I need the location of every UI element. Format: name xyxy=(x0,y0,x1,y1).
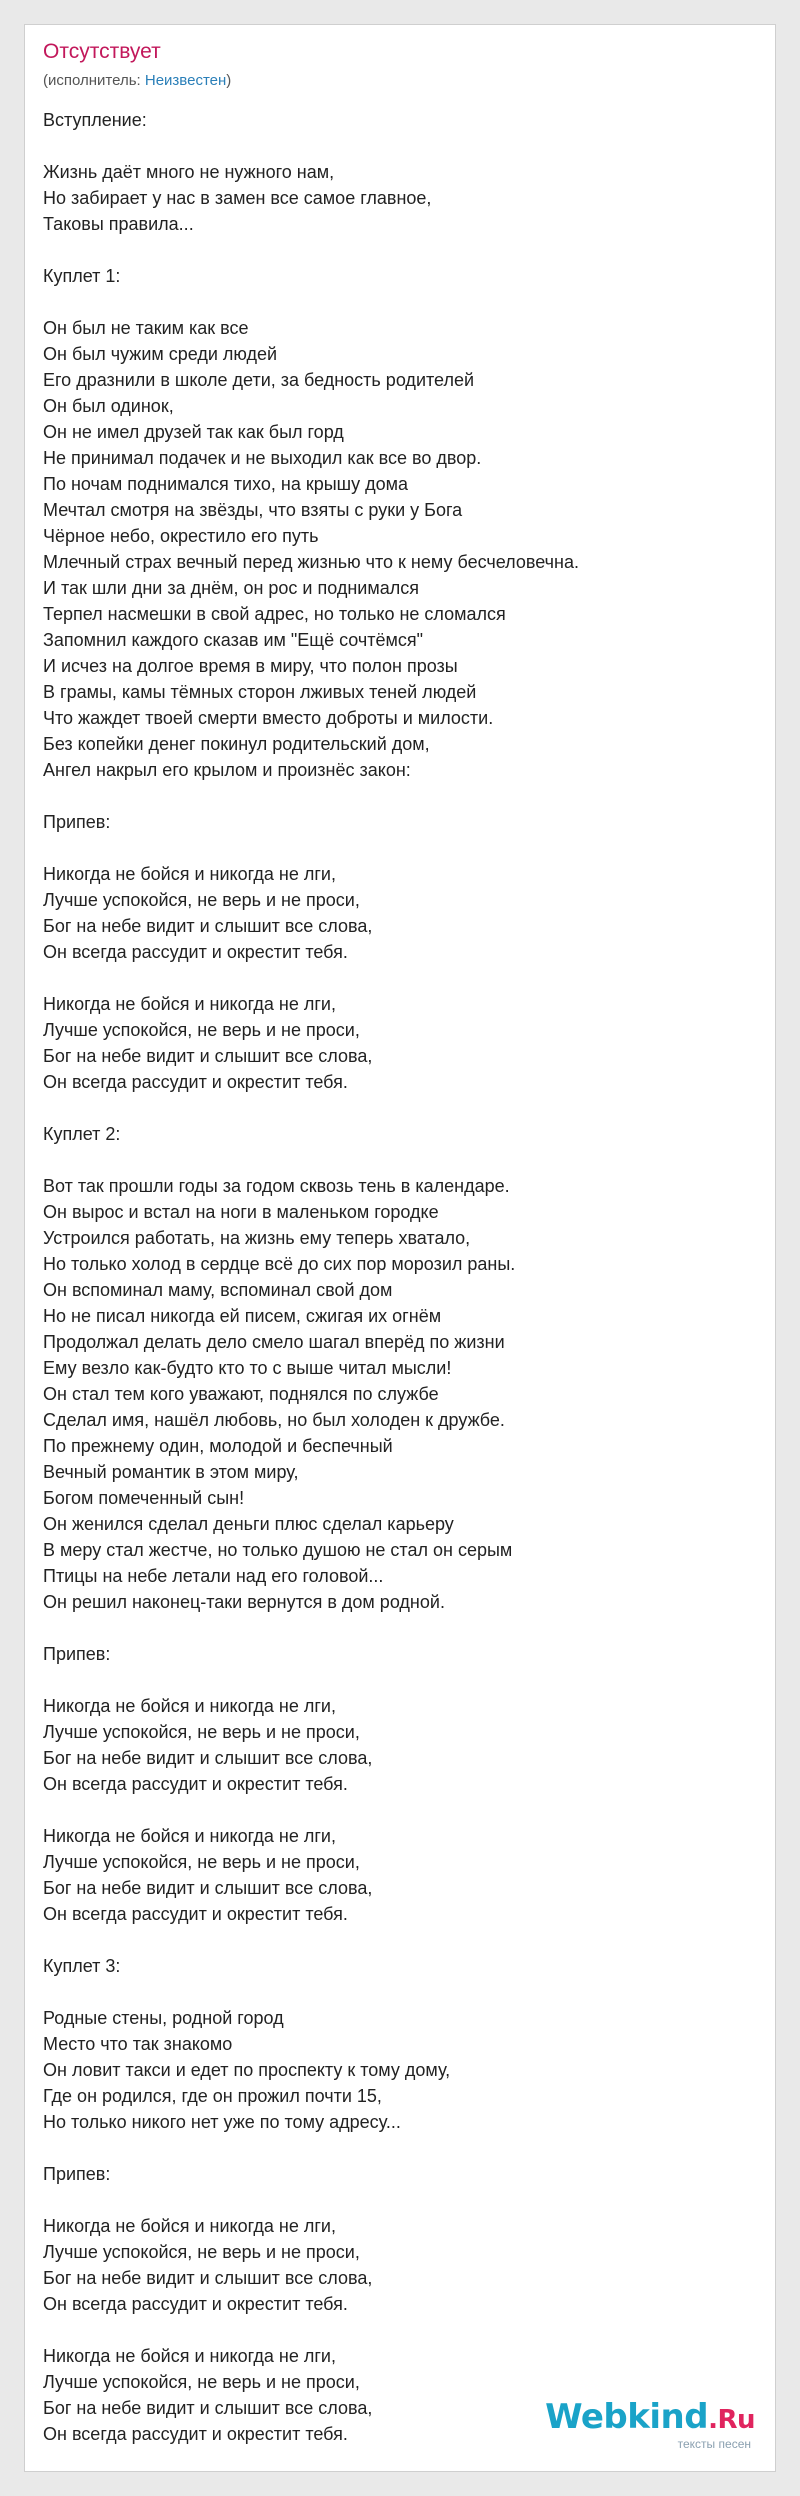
stanza-spacer xyxy=(43,2317,755,2343)
lyric-line: Никогда не бойся и никогда не лги, xyxy=(43,864,336,884)
lyric-line: Никогда не бойся и никогда не лги, xyxy=(43,1696,336,1716)
lyric-line: Не принимал подачек и не выходил как все во двор. xyxy=(43,448,482,468)
lyric-line: Но только никого нет уже по тому адресу... xyxy=(43,2112,401,2132)
lyric-line: Он решил наконец-таки вернутся в дом родной. xyxy=(43,1592,445,1612)
lyric-line: Он вырос и встал на ноги в маленьком городке xyxy=(43,1202,439,1222)
lyric-line: Ему везло как-будто кто то с выше читал мысли! xyxy=(43,1358,452,1378)
lyric-line: Куплет 2: xyxy=(43,1124,121,1144)
stanza-spacer xyxy=(43,1979,755,2005)
lyric-line: Мечтал смотря на звёзды, что взяты с руки у Бога xyxy=(43,500,463,520)
lyric-line: Бог на небе видит и слышит все слова, xyxy=(43,1046,373,1066)
stanza-spacer xyxy=(43,1615,755,1641)
lyric-line: Без копейки денег покинул родительский дом, xyxy=(43,734,430,754)
lyric-line: Куплет 3: xyxy=(43,1956,121,1976)
lyric-line: Вечный романтик в этом миру, xyxy=(43,1462,299,1482)
logo-tagline: тексты песен xyxy=(677,2437,751,2451)
byline-suffix: ) xyxy=(226,72,232,89)
lyric-line: Он всегда рассудит и окрестит тебя. xyxy=(43,1072,348,1092)
lyric-line: Припев: xyxy=(43,2164,111,2184)
lyric-line: Он был чужим среди людей xyxy=(43,344,278,364)
lyric-line: Он всегда рассудит и окрестит тебя. xyxy=(43,942,348,962)
byline xyxy=(43,71,231,91)
lyric-line: Он ловит такси и едет по проспекту к тому дому, xyxy=(43,2060,451,2080)
lyric-line: По ночам поднимался тихо, на крышу дома xyxy=(43,474,408,494)
lyric-line: Млечный страх вечный перед жизнью что к нему бесчеловечна. xyxy=(43,552,579,572)
stanza-spacer xyxy=(43,133,755,159)
lyric-line: Место что так знакомо xyxy=(43,2034,233,2054)
lyric-line: Что жаждет твоей смерти вместо доброты и милости. xyxy=(43,708,494,728)
lyric-line: Лучше успокойся, не верь и не проси, xyxy=(43,1020,360,1040)
logo-wordmark xyxy=(545,2398,755,2439)
lyric-line: Но только холод в сердце всё до сих пор морозил раны. xyxy=(43,1254,516,1274)
lyric-line: Лучше успокойся, не верь и не проси, xyxy=(43,1852,360,1872)
lyric-line: По прежнему один, молодой и беспечный xyxy=(43,1436,393,1456)
stanza-spacer xyxy=(43,237,755,263)
lyric-line: Бог на небе видит и слышит все слова, xyxy=(43,1748,373,1768)
lyric-line: Он всегда рассудит и окрестит тебя. xyxy=(43,1774,348,1794)
lyrics-card xyxy=(24,24,776,2472)
lyric-line: Он всегда рассудит и окрестит тебя. xyxy=(43,2294,348,2314)
lyric-line: Он был не таким как все xyxy=(43,318,249,338)
stanza-spacer xyxy=(43,835,755,861)
lyric-line: Лучше успокойся, не верь и не проси, xyxy=(43,2372,360,2392)
lyric-line: Вот так прошли годы за годом сквозь тень в календаре. xyxy=(43,1176,510,1196)
lyric-line: Он вспоминал маму, вспоминал свой дом xyxy=(43,1280,393,1300)
stanza-spacer xyxy=(43,1147,755,1173)
stanza-spacer xyxy=(43,783,755,809)
stanza-spacer xyxy=(43,289,755,315)
lyric-line: Припев: xyxy=(43,812,111,832)
lyric-line: Ангел накрыл его крылом и произнёс закон: xyxy=(43,760,411,780)
lyric-line: Он женился сделал деньги плюс сделал карьеру xyxy=(43,1514,454,1534)
lyric-line: Терпел насмешки в свой адрес, но только не сломался xyxy=(43,604,506,624)
lyric-line: Он всегда рассудит и окрестит тебя. xyxy=(43,1904,348,1924)
lyric-line: Бог на небе видит и слышит все слова, xyxy=(43,2268,373,2288)
stanza-spacer xyxy=(43,1667,755,1693)
lyric-line: Бог на небе видит и слышит все слова, xyxy=(43,2398,373,2418)
stanza-spacer xyxy=(43,1797,755,1823)
artist-link[interactable]: Неизвестен xyxy=(144,72,227,89)
lyric-line: В грамы, камы тёмных сторон лживых теней людей xyxy=(43,682,477,702)
logo-name: Webkind xyxy=(545,2397,709,2437)
lyric-line: И исчез на долгое время в миру, что полон прозы xyxy=(43,656,458,676)
stanza-spacer xyxy=(43,2187,755,2213)
site-logo[interactable] xyxy=(545,2398,755,2451)
stanza-spacer xyxy=(43,1095,755,1121)
lyric-line: Устроился работать, на жизнь ему теперь хватало, xyxy=(43,1228,471,1248)
lyric-line: Сделал имя, нашёл любовь, но был холоден к дружбе. xyxy=(43,1410,505,1430)
lyric-line: Лучше успокойся, не верь и не проси, xyxy=(43,890,360,910)
lyric-line: Он стал тем кого уважают, поднялся по службе xyxy=(43,1384,439,1404)
lyric-line: Бог на небе видит и слышит все слова, xyxy=(43,916,373,936)
lyric-line: Он всегда рассудит и окрестит тебя. xyxy=(43,2424,348,2444)
lyric-line: Припев: xyxy=(43,1644,111,1664)
lyric-line: В меру стал жестче, но только душою не стал он серым xyxy=(43,1540,513,1560)
lyric-line: Куплет 1: xyxy=(43,266,121,286)
lyric-line: Чёрное небо, окрестило его путь xyxy=(43,526,319,546)
logo-tld: .Ru xyxy=(708,2405,755,2435)
lyric-line: Вступление: xyxy=(43,110,147,130)
byline-prefix: (исполнитель: xyxy=(43,72,145,89)
lyric-line: Но забирает у нас в замен все самое главное, xyxy=(43,188,432,208)
lyric-line: Таковы правила... xyxy=(43,214,194,234)
lyrics-text xyxy=(43,107,755,2447)
lyric-line: Продолжал делать дело смело шагал вперёд по жизни xyxy=(43,1332,505,1352)
lyric-line: Где он родился, где он прожил почти 15, xyxy=(43,2086,382,2106)
stanza-spacer xyxy=(43,965,755,991)
lyric-line: Он не имел друзей так как был горд xyxy=(43,422,344,442)
lyric-line: Родные стены, родной город xyxy=(43,2008,284,2028)
lyric-line: Он был одинок, xyxy=(43,396,174,416)
lyric-line: И так шли дни за днём, он рос и поднимался xyxy=(43,578,419,598)
lyric-line: Никогда не бойся и никогда не лги, xyxy=(43,1826,336,1846)
lyric-line: Запомнил каждого сказав им "Ещё сочтёмся" xyxy=(43,630,424,650)
lyric-line: Лучше успокойся, не верь и не проси, xyxy=(43,1722,360,1742)
lyric-line: Его дразнили в школе дети, за бедность родителей xyxy=(43,370,475,390)
lyric-line: Но не писал никогда ей писем, сжигая их огнём xyxy=(43,1306,442,1326)
stanza-spacer xyxy=(43,2135,755,2161)
stanza-spacer xyxy=(43,1927,755,1953)
lyric-line: Лучше успокойся, не верь и не проси, xyxy=(43,2242,360,2262)
lyric-line: Птицы на небе летали над его головой... xyxy=(43,1566,384,1586)
lyric-line: Никогда не бойся и никогда не лги, xyxy=(43,994,336,1014)
lyric-line: Бог на небе видит и слышит все слова, xyxy=(43,1878,373,1898)
lyric-line: Жизнь даёт много не нужного нам, xyxy=(43,162,335,182)
song-title: Отсутствует xyxy=(43,40,161,63)
lyric-line: Никогда не бойся и никогда не лги, xyxy=(43,2346,336,2366)
lyric-line: Никогда не бойся и никогда не лги, xyxy=(43,2216,336,2236)
lyric-line: Богом помеченный сын! xyxy=(43,1488,245,1508)
